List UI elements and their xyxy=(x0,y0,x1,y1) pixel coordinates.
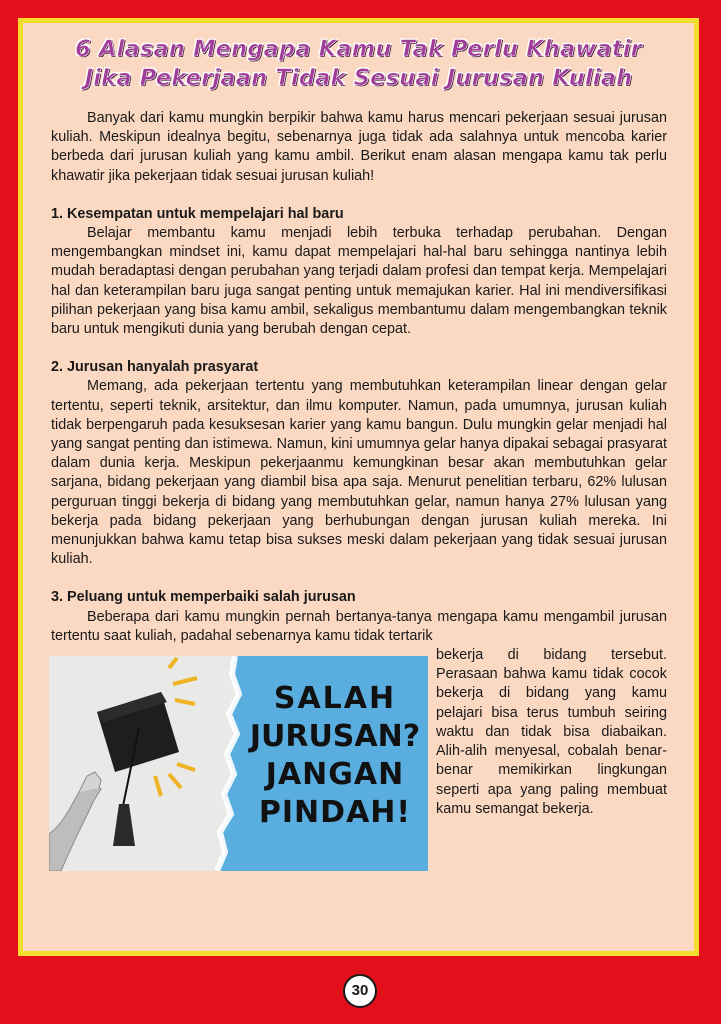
section-3-body-start: Beberapa dari kamu mungkin pernah bertanya-tanya mengapa kamu mengambil jurusan tertentu saat kuliah, padahal sebenarnya kamu tidak tertarik xyxy=(51,608,667,644)
section-2-heading: 2. Jurusan hanyalah prasyarat xyxy=(51,359,259,376)
salah-jurusan-image xyxy=(49,656,428,871)
section-3-heading: 3. Peluang untuk memperbaiki salah jurusan xyxy=(51,589,356,606)
page-title xyxy=(23,35,694,93)
title-line-1: 6 Alasan Mengapa Kamu Tak Perlu Khawatir xyxy=(75,36,642,62)
image-text-line-1: SALAH xyxy=(273,681,397,717)
image-text-line-2: JURUSAN? xyxy=(249,719,421,755)
section-1-body: Belajar membantu kamu menjadi lebih terbuka terhadap perubahan. Dengan mengembangkan mindset ini, kamu dapat mempelajari hal-hal baru sehingga nantinya lebih mudah beradaptasi dengan perubahan yang terjadi dalam profesi dan tempat kerja. Mempelajari hal dan keterampilan baru juga sangat penting untuk memajukan karier. Hal ini mendiversifikasi pilihan pekerjaan yang bisa kamu ambil, sekaligus membantumu dalam mengembangkan teknik baru untuk mengikuti dunia yang berubah dengan cepat. xyxy=(51,225,667,338)
page-frame xyxy=(18,18,699,956)
title-line-2: Jika Pekerjaan Tidak Sesuai Jurusan Kuliah xyxy=(84,65,633,91)
section-3-body-continued: bekerja di bidang tersebut. Perasaan bahwa kamu tidak cocok bekerja di bidang yang kamu pelajari bisa terus tumbuh seiring waktu dan tidak bisa diabaikan. Alih-alih menyesal, cobalah benar-benar memikirkan lingkungan seperti apa yang paling membuat kamu semangat bekerja. xyxy=(436,647,667,817)
article-body xyxy=(51,109,667,871)
graduation-cap-illustration xyxy=(49,656,428,871)
image-text-line-4: PINDAH! xyxy=(258,795,412,831)
intro-paragraph: Banyak dari kamu mungkin berpikir bahwa kamu harus mencari pekerjaan sesuai jurusan kuliah. Meskipun idealnya begitu, sebenarnya juga tidak ada salahnya untuk mencoba karier berbeda dari jurusan kuliah yang kamu ambil. Berikut enam alasan mengapa kamu tak perlu khawatir jika pekerjaan tidak sesuai jurusan kuliah! xyxy=(51,110,667,184)
page-number-badge: 30 xyxy=(343,974,377,1008)
section-2-body: Memang, ada pekerjaan tertentu yang membutuhkan keterampilan linear dengan gelar tertentu, seperti teknik, arsitektur, dan ilmu komputer. Namun, pada umumnya, jurusan kuliah tidak berpengaruh pada kesuksesan karier yang kamu bangun. Dulu mungkin gelar menjadi hal yang sangat penting dan istimewa. Namun, kini umumnya gelar hanya dipakai sebagai prasyarat dalam dunia kerja. Meskipun pekerjaanmu kemungkinan besar akan membutuhkan gelar sarjana, bidang pekerjaan yang diambil bisa apa saja. Menurut penelitian terbaru, 62% lulusan perguruan tinggi bekerja di bidang yang membutuhkan gelar, namun hanya 27% lulusan yang bekerja pada bidang pekerjaan yang berhubungan dengan jurusan kuliah mereka. Ini menunjukkan bahwa kamu tetap bisa sukses meski dalam pekerjaan yang tidak sesuai jurusan kuliah. xyxy=(51,378,667,568)
section-1-heading: 1. Kesempatan untuk mempelajari hal baru xyxy=(51,205,344,222)
image-text-line-3: JANGAN xyxy=(265,757,405,793)
